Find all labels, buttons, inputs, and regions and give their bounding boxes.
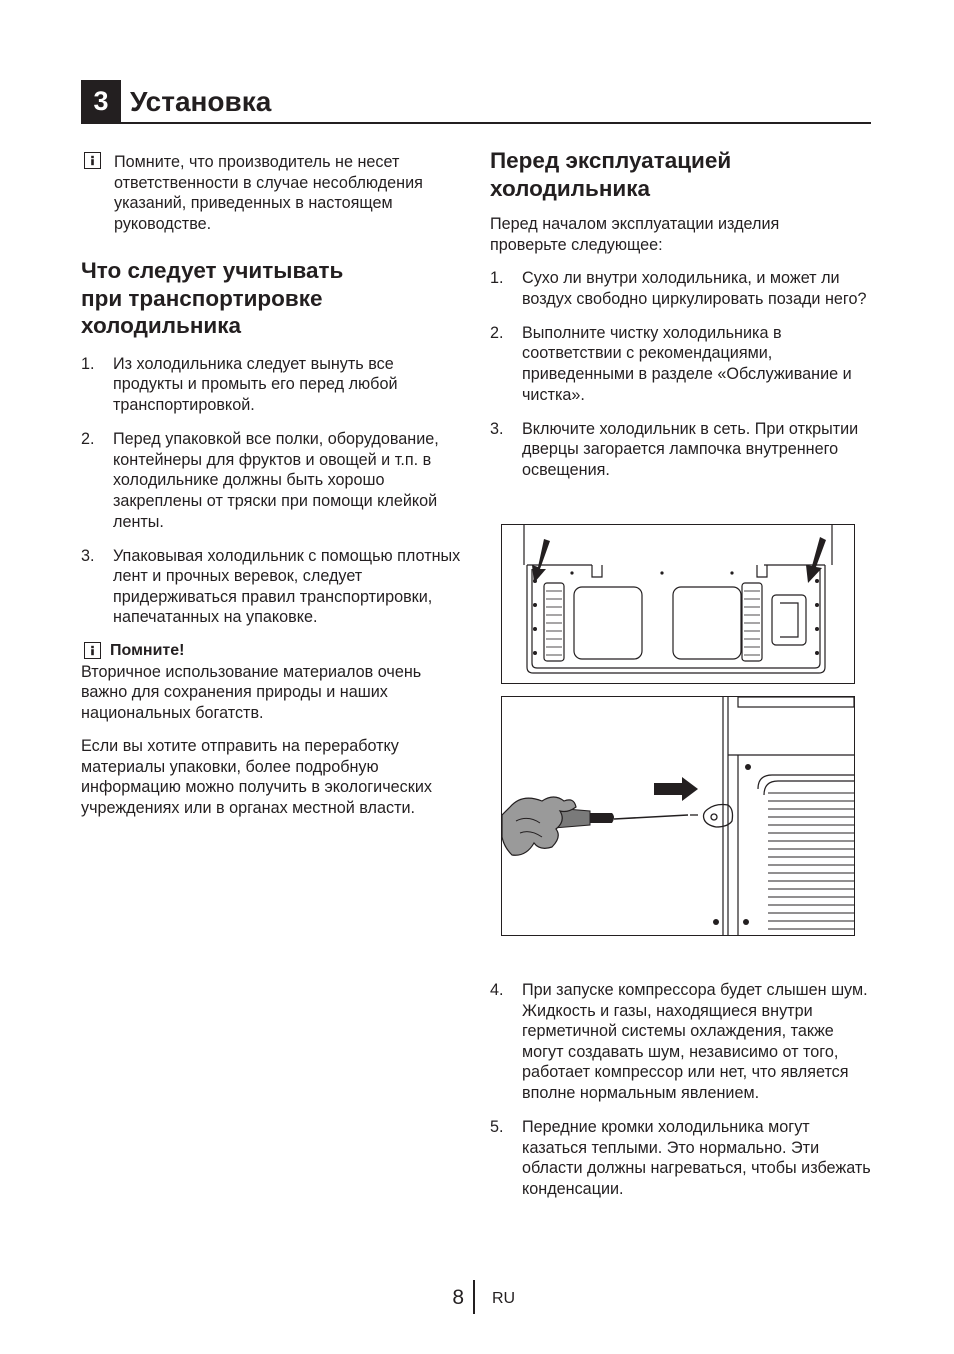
remember-heading bbox=[81, 642, 465, 660]
right-column bbox=[490, 147, 874, 494]
transport-heading-line: Что следует учитывать bbox=[81, 258, 344, 284]
list-number: 5. bbox=[490, 1118, 504, 1137]
section-number: 3 bbox=[81, 80, 121, 123]
operation-intro: Перед началом эксплуатации изделия проверьте следующее: bbox=[490, 215, 780, 254]
list-number: 2. bbox=[490, 323, 504, 342]
list-text: Сухо ли внутри холодильника, и может ли воздух свободно циркулировать позади него? bbox=[522, 269, 867, 308]
list-number: 3. bbox=[490, 419, 504, 438]
arrow-icon bbox=[654, 777, 698, 801]
right-column-bottom bbox=[490, 980, 874, 1213]
remember-note bbox=[81, 642, 465, 724]
info-icon bbox=[84, 642, 101, 659]
list-item bbox=[81, 354, 465, 416]
list-item bbox=[490, 980, 874, 1104]
header-divider bbox=[81, 122, 871, 124]
info-icon bbox=[84, 152, 101, 169]
operation-list-top bbox=[490, 268, 874, 480]
list-text: Выполните чистку холодильника в соответствии с рекомендациями, приведенными в разделе «Обслуживание и чистка». bbox=[522, 323, 852, 404]
list-number: 1. bbox=[490, 269, 504, 288]
fridge-back-drawing bbox=[502, 525, 854, 683]
transport-heading bbox=[81, 257, 465, 340]
list-number: 3. bbox=[81, 546, 95, 565]
spacer-install-illustration bbox=[501, 696, 855, 936]
list-text: При запуске компрессора будет слышен шум. Жидкость и газы, находящиеся внутри герметичной системы охлаждения, также могут создавать шум, независимо от того, работает компрессор или нет, что является вполне нормальным явлением. bbox=[522, 981, 868, 1102]
operation-heading-line: Перед эксплуатацией bbox=[490, 148, 732, 173]
fridge-back-illustration bbox=[501, 524, 855, 684]
list-text: Включите холодильник в сеть. При открытии дверцы загорается лампочка внутреннего освещения. bbox=[522, 419, 859, 479]
operation-list-bottom bbox=[490, 980, 874, 1199]
transport-list bbox=[81, 354, 465, 628]
list-text: Из холодильника следует вынуть все продукты и промыть его перед любой транспортировкой. bbox=[113, 354, 398, 415]
list-number: 4. bbox=[490, 981, 504, 999]
transport-heading-line: при транспортировке bbox=[81, 285, 323, 311]
remember-text: Вторичное использование материалов очень важно для сохранения природы и наших национальных богатств. bbox=[81, 662, 422, 722]
language-code: RU bbox=[492, 1290, 516, 1307]
recycle-text: Если вы хотите отправить на переработку материалы упаковки, более подробную информацию можно получить в экологических учреждениях или в органах местной власти. bbox=[81, 737, 432, 818]
remember-title: Помните! bbox=[110, 641, 185, 659]
list-item bbox=[490, 419, 874, 481]
note-text: Помните, что производитель не несет ответственности в случае несоблюдения указаний, приведенных в настоящем руководстве. bbox=[114, 153, 423, 233]
operation-heading-line: холодильника bbox=[490, 175, 651, 201]
list-item bbox=[490, 1117, 874, 1199]
list-item bbox=[490, 323, 874, 405]
list-number: 1. bbox=[81, 354, 95, 373]
page-number: 8 bbox=[452, 1286, 464, 1309]
transport-heading-line: холодильника bbox=[81, 313, 242, 339]
list-item bbox=[81, 429, 465, 532]
list-text: Перед упаковкой все полки, оборудование, контейнеры для фруктов и овощей и т.п. в холодильнике должны быть хорошо закреплены от тряски при помощи клейкой ленты. bbox=[113, 430, 439, 531]
list-item bbox=[81, 546, 465, 628]
list-number: 2. bbox=[81, 430, 95, 449]
footer-divider bbox=[473, 1280, 475, 1314]
spacer-install-drawing bbox=[502, 697, 854, 935]
section-title: Установка bbox=[130, 86, 272, 117]
operation-heading bbox=[490, 147, 874, 202]
list-text: Передние кромки холодильника могут казаться теплыми. Это нормально. Эти области должны нагреваться, чтобы избежать конденсации. bbox=[522, 1118, 871, 1198]
list-text: Упаковывая холодильник с помощью плотных лент и прочных веревок, следует придерживаться правил транспортировки, напечатанных на упаковке. bbox=[113, 546, 461, 627]
left-column bbox=[81, 152, 465, 819]
list-item bbox=[490, 268, 874, 309]
manufacturer-note bbox=[81, 152, 465, 234]
arrow-icon bbox=[532, 537, 826, 583]
